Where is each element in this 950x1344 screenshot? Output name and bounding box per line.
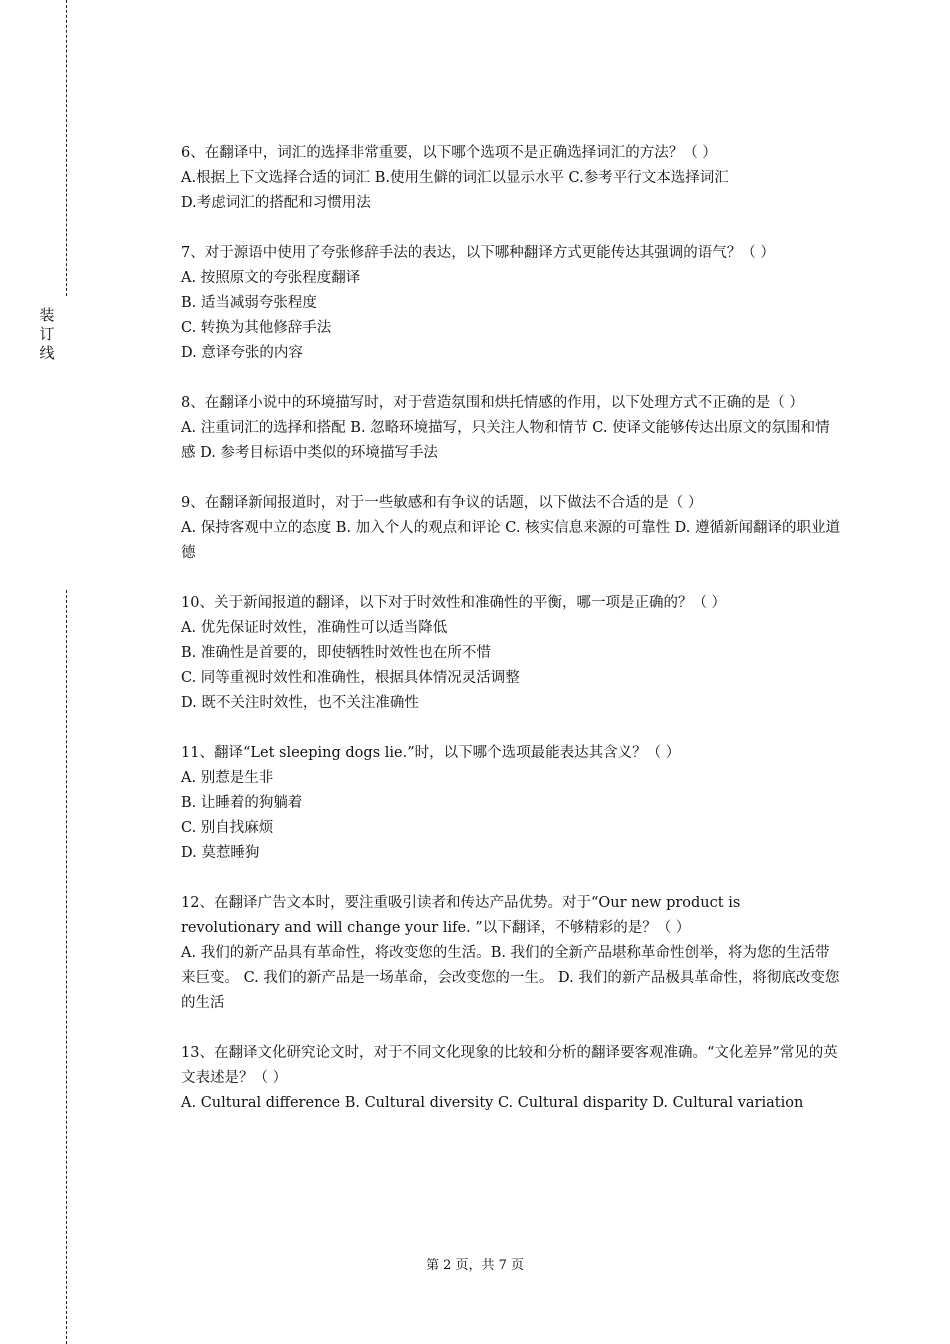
option-line: B. 让睡着的狗躺着 [181,795,303,811]
question-stem: 7、对于源语中使用了夸张修辞手法的表达，以下哪种翻译方式更能传达其强调的语气？（ ） [181,245,775,261]
option-line: A. 我们的新产品具有革命性，将改变您的生活。B. 我们的全新产品堪称革命性创举，将为您的生活带来巨变。 C. 我们的新产品是一场革命，会改变您的一生。 D. 我们的新产品极具革命性，将彻底改变您的生活 [181,945,840,1011]
binding-char: 线 [39,344,55,362]
question-9 [181,491,841,566]
binding-char: 订 [39,325,55,343]
binding-char: 装 [39,306,55,324]
question-stem: 6、在翻译中，词汇的选择非常重要，以下哪个选项不是正确选择词汇的方法？（ ） [181,145,717,161]
option-line: A. 别惹是生非 [181,770,274,786]
option-line: A. Cultural difference B. Cultural diversity C. Cultural disparity D. Cultural variation [181,1095,804,1111]
binding-line-bottom [66,590,67,1344]
option-line: A. 优先保证时效性，准确性可以适当降低 [181,620,448,636]
option-line: D. 莫惹睡狗 [181,845,260,861]
option-line: A.根据上下文选择合适的词汇 B.使用生僻的词汇以显示水平 C.参考平行文本选择词汇 [181,170,729,186]
option-line: C. 别自找麻烦 [181,820,274,836]
question-stem: 11、翻译“Let sleeping dogs lie.”时，以下哪个选项最能表达其含义？（ ） [181,745,681,761]
binding-line-top [66,0,67,296]
question-stem: 10、关于新闻报道的翻译，以下对于时效性和准确性的平衡，哪一项是正确的？（ ） [181,595,727,611]
question-11 [181,741,841,866]
option-line: D.考虑词汇的搭配和习惯用法 [181,195,371,211]
option-line: A. 按照原文的夸张程度翻译 [181,270,361,286]
question-7 [181,241,841,366]
option-line: C. 转换为其他修辞手法 [181,320,332,336]
question-10 [181,591,841,716]
binding-label [38,306,56,363]
option-line: B. 适当减弱夸张程度 [181,295,317,311]
question-stem: 12、在翻译广告文本时，要注重吸引读者和传达产品优势。对于“Our new product is revolutionary and will change your life. ”以下翻译，不够精彩的是？（ ） [181,895,741,936]
question-6 [181,141,841,216]
question-8 [181,391,841,466]
option-line: A. 注重词汇的选择和搭配 B. 忽略环境描写，只关注人物和情节 C. 使译文能够传达出原文的氛围和情感 D. 参考目标语中类似的环境描写手法 [181,420,830,461]
question-stem: 9、在翻译新闻报道时，对于一些敏感和有争议的话题，以下做法不合适的是（ ） [181,495,703,511]
option-line: D. 既不关注时效性，也不关注准确性 [181,695,419,711]
page-number: 第 2 页，共 7 页 [425,1258,525,1273]
option-line: D. 意译夸张的内容 [181,345,303,361]
option-line: A. 保持客观中立的态度 B. 加入个人的观点和评论 C. 核实信息来源的可靠性 D. 遵循新闻翻译的职业道德 [181,520,841,561]
question-stem: 8、在翻译小说中的环境描写时，对于营造氛围和烘托情感的作用，以下处理方式不正确的是（ ） [181,395,804,411]
question-stem: 13、在翻译文化研究论文时，对于不同文化现象的比较和分析的翻译要客观准确。“文化差异”常见的英文表述是？（ ） [181,1045,838,1086]
question-13 [181,1041,841,1116]
option-line: C. 同等重视时效性和准确性，根据具体情况灵活调整 [181,670,520,686]
question-list [181,141,841,1141]
question-12 [181,891,841,1016]
option-line: B. 准确性是首要的，即使牺牲时效性也在所不惜 [181,645,491,661]
